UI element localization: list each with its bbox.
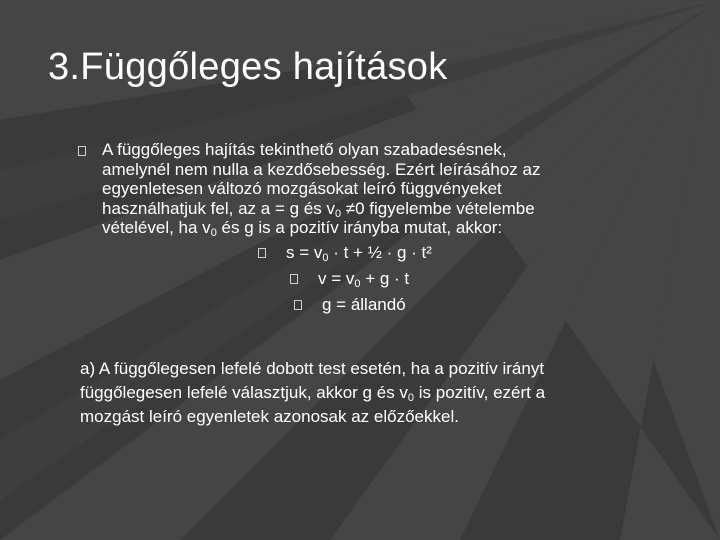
formula-1-text-a: s = v	[286, 243, 323, 262]
bullet-marker	[78, 146, 86, 156]
paragraph-line-2-text-a: függőlegesen lefelé választjuk, akkor g és v	[80, 383, 408, 402]
formula-velocity	[318, 269, 409, 289]
subscript-zero: 0	[334, 207, 342, 220]
formula-2-text-a: v = v	[318, 269, 355, 288]
paragraph-a	[80, 357, 660, 429]
formula-1-text-b: · t + ½ · g · t²	[328, 243, 432, 262]
formula-marker-2	[290, 274, 298, 284]
bullet-line-5-text-a: vételével, ha v	[102, 218, 211, 237]
subscript-zero: 0	[407, 392, 415, 404]
paragraph-line-3: mozgást leíró egyenletek azonosak az előzőekkel.	[80, 407, 459, 426]
main-bullet-text	[102, 140, 662, 238]
paragraph-line-2-text-b: is pozitív, ezért a	[414, 383, 546, 402]
bullet-line-4	[102, 199, 662, 219]
subscript-zero: 0	[210, 227, 217, 239]
paragraph-line-2	[80, 381, 660, 405]
formula-marker-1	[258, 248, 266, 258]
bullet-line-3: egyenletesen változó mozgásokat leíró függvényeket	[102, 179, 502, 198]
bullet-line-4-text-b: ≠0 figyelembe vételembe	[341, 198, 535, 218]
bullet-line-5	[102, 218, 662, 238]
bullet-line-1: A függőleges hajítás tekinthető olyan szabadesésnek,	[102, 140, 507, 159]
bullet-line-4-text-a: használhatjuk fel, az a = g és v	[102, 198, 335, 218]
formula-gravity: g = állandó	[322, 295, 406, 314]
bullet-line-2: amelynél nem nulla a kezdősebesség. Ezért leírásához az	[102, 159, 541, 179]
subscript-zero: 0	[322, 252, 329, 264]
subscript-zero: 0	[354, 278, 361, 290]
paragraph-line-1: a) A függőlegesen lefelé dobott test esetén, ha a pozitív irányt	[80, 359, 545, 378]
slide-title: 3.Függőleges hajítások	[48, 46, 448, 88]
bullet-line-5-text-b: és g is a pozitív irányba mutat, akkor:	[216, 218, 503, 237]
formula-distance	[286, 243, 432, 263]
formula-2-text-b: + g · t	[360, 269, 410, 288]
formula-marker-3	[294, 300, 302, 310]
